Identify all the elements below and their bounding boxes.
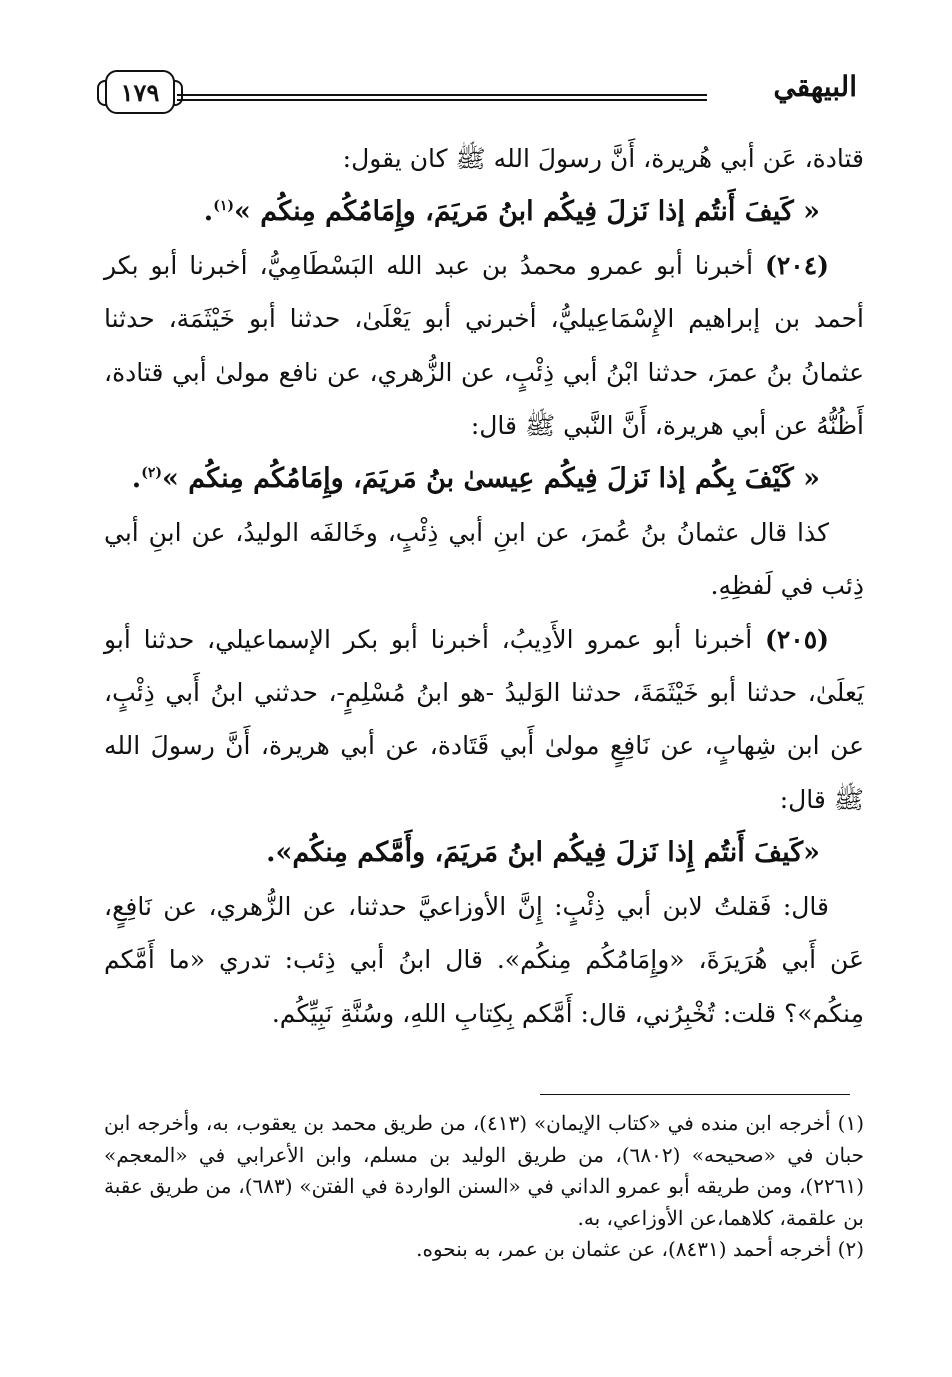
text-line: قتادة، عَن أبي هُريرة، أَنَّ رسولَ الله ﷺ كان يقول: — [342, 144, 864, 173]
running-title: البيهقي — [773, 70, 857, 103]
hadith-text: « كَيفَ أَنتُم إذا نَزلَ فِيكُم ابنُ مَريَمَ، وإِمَامُكُم مِنكُم » — [233, 196, 820, 228]
hadith-205 — [104, 613, 864, 827]
hadith-204 — [104, 239, 864, 453]
hadith-number-204: (٢٠٤) — [765, 250, 830, 280]
hadith-quote-3: «كَيفَ أَنتُم إِذا نَزلَ فِيكُم ابنُ مَريَمَ، وأَمَّكم مِنكُم». — [266, 837, 820, 869]
hadith-number-205: (٢٠٥) — [765, 624, 829, 654]
hadith-quote-1: « كَيفَ أَنتُم إذا نَزلَ فِيكُم ابنُ مَريَمَ، وإِمَامُكُم مِنكُم »$^{(١)}$. — [203, 196, 820, 228]
main-text — [104, 132, 864, 1040]
footnote-ref-1: (١) — [213, 198, 234, 215]
hadith-text: « كَيْفَ بِكُم إذا نَزلَ فِيكُم عِيسىٰ بنُ مَريَمَ، وإِمَامُكُم مِنكُم » — [161, 463, 820, 495]
footnote-2: (٢) أخرجه أحمد (٨٤٣١)، عن عثمان بن عمر، به بنحوه. — [416, 1237, 864, 1261]
isnad-text: أخبرنا أبو عمرو محمدُ بن عبد الله البَسْطَامِيُّ، أخبرنا أبو بكر أحمد بن إبراهيم الإِسْمَاعِيليُّ، أخبرني أبو يَعْلَىٰ، حدثنا أبو خَيْثَمَة، حدثنا عثمانُ بنُ عمرَ، حدثنا ابْنُ أبي ذِئْبٍ، عن الزُّهري، عن نافع مولىٰ أبي قتادة، أَظُنُّهُ عن أبي هريرة، أَنَّ النَّبي ﷺ قال: — [104, 250, 864, 441]
commentary-paragraph: كذا قال عثمانُ بنُ عُمرَ، عن ابنِ أبي ذِئْبٍ، وخَالفَه الوليدُ، عن ابنِ أبي ذِئب في لَفظِهِ. — [104, 517, 864, 601]
footnote-1: (١) أخرجه ابن منده في «كتاب الإيمان» (٤١٣)، من طريق محمد بن يعقوب، به، وأخرجه ابن حبان في «صحيحه» (٦٨٠٢)، من طريق الوليد بن مسلم، وابن الأعرابي في «المعجم» (٢٢٦١)، ومن طريقه أبو عمرو الداني في «السنن الواردة في الفتن» (٦٨٣)، من طريق عقبة بن علقمة، كلاهما،عن الأوزاعي، به. — [104, 1111, 865, 1230]
discussion-paragraph: قال: فَقلتُ لابن أبي ذِئْبٍ: إِنَّ الأوزاعيَّ حدثنا، عن الزُّهري، عن نَافِعٍ، عَن أَبي هُرَيرَةَ، «وإِمَامُكُم مِنكُم». قال ابنُ أبي ذِئب: تدري «ما أَمَّكم مِنكُم»؟ قلت: تُخْبِرُني، قال: أَمَّكم بِكِتابِ اللهِ، وسُنَّةِ نَبِيِّكُم. — [104, 891, 864, 1028]
footnote-ref-2: (٢) — [141, 465, 162, 482]
page-header — [105, 68, 857, 118]
footnotes — [104, 1108, 864, 1266]
isnad-text: أخبرنا أبو عمرو الأَدِيبُ، أخبرنا أبو بكر الإسماعيلي، حدثنا أبو يَعلَىٰ، حدثنا أبو خَيْثَمَةَ، حدثنا الوَليدُ -هو ابنُ مُسْلِمٍ-، حدثني ابنُ أَبي ذِئْبٍ، عن ابن شِهابٍ، عن نَافِعٍ مولىٰ أَبي قَتَادة، عن أبي هريرة، أَنَّ رسولَ الله ﷺ قال: — [104, 624, 864, 814]
footnote-separator — [540, 1094, 850, 1095]
page-number: ١٧٩ — [105, 70, 175, 114]
hadith-quote-2: « كَيْفَ بِكُم إذا نَزلَ فِيكُم عِيسىٰ بنُ مَريَمَ، وإِمَامُكُم مِنكُم »$^{(٢)}$. — [131, 463, 820, 495]
header-rule — [177, 94, 707, 101]
